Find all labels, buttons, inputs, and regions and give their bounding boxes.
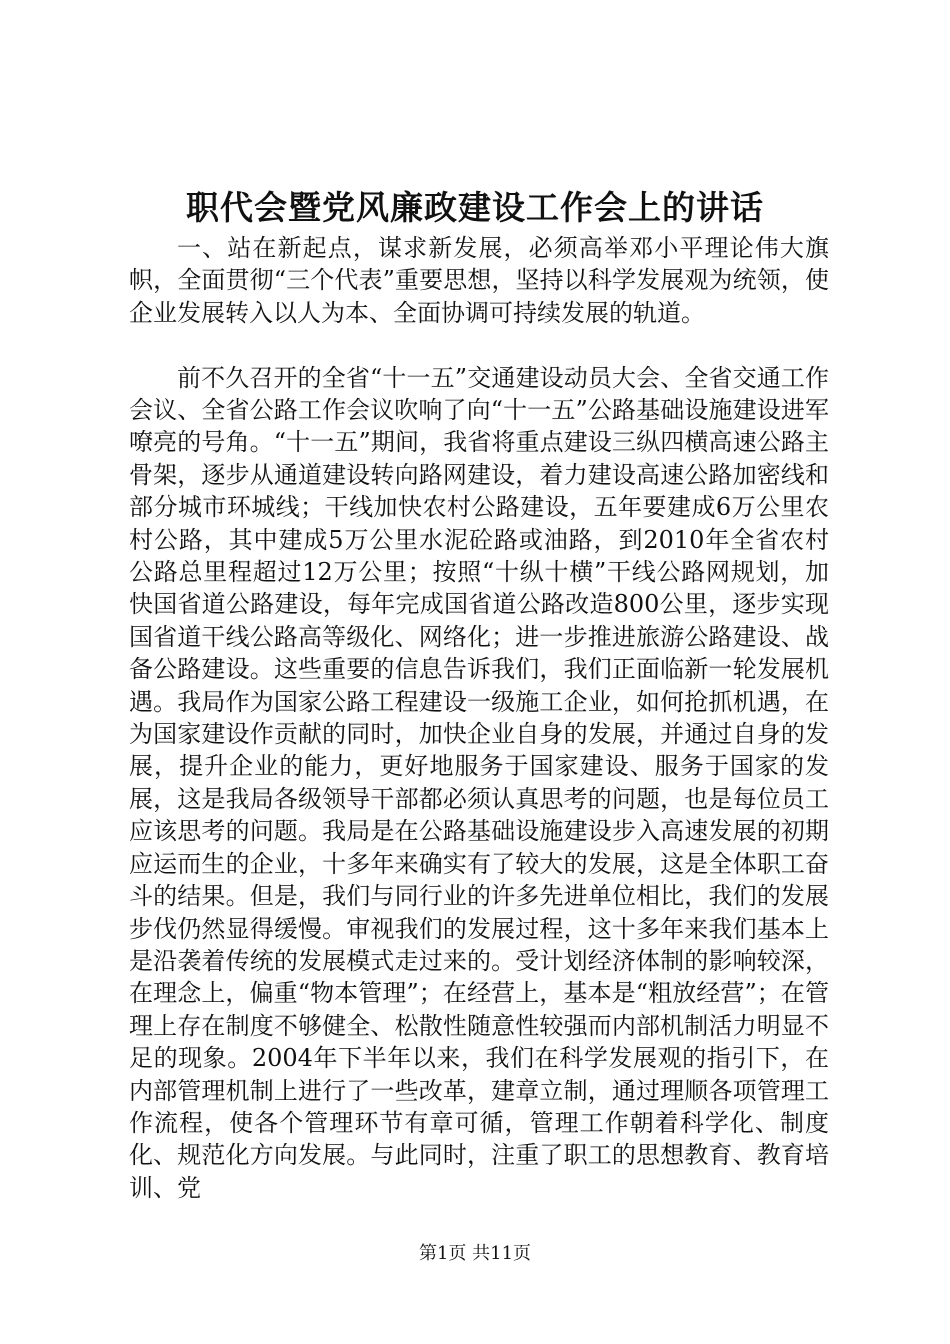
paragraph-1: 一、站在新起点，谋求新发展，必须高举邓小平理论伟大旗帜，全面贯彻“三个代表”重要思想，坚持以科学发展观为统领，使企业发展转入以人为本、全面协调可持续发展的轨道。 xyxy=(129,234,829,327)
page-footer: 第1页 共11页 xyxy=(418,1243,532,1264)
document-title: 职代会暨党风廉政建设工作会上的讲话 xyxy=(186,188,764,227)
paragraph-2: 前不久召开的全省“十一五”交通建设动员大会、全省交通工作会议、全省公路工作会议吹响了向“十一五”公路基础设施建设进军嘹亮的号角。“十一五”期间，我省将重点建设三纵四横高速公路主骨架，逐步从通道建设转向路网建设，着力建设高速公路加密线和部分城市环城线；干线加快农村公路建设，五年要建成6万公里农村公路，其中建成5万公里水泥砼路或油路，到2010年全省农村公路总里程超过12万公里；按照“十纵十横”干线公路网规划，加快国省道公路建设，每年完成国省道公路改造800公里，逐步实现国省道干线公路高等级化、网络化；进一步推进旅游公路建设、战备公路建设。这些重要的信息告诉我们，我们正面临新一轮发展机遇。我局作为国家公路工程建设一级施工企业，如何抢抓机遇，在为国家建设作贡献的同时，加快企业自身的发展，并通过自身的发展，提升企业的能力，更好地服务于国家建设、服务于国家的发展，这是我局各级领导干部都必须认真思考的问题，也是每位员工应该思考的问题。我局是在公路基础设施建设步入高速发展的初期应运而生的企业，十多年来确实有了较大的发展，这是全体职工奋斗的结果。但是，我们与同行业的许多先进单位相比，我们的发展步伐仍然显得缓慢。审视我们的发展过程，这十多年来我们基本上是沿袭着传统的发展模式走过来的。受计划经济体制的影响较深，在理念上，偏重“物本管理”；在经营上，基本是“粗放经营”；在管理上存在制度不够健全、松散性随意性较强而内部机制活力明显不足的现象。2004年下半年以来，我们在科学发展观的指引下，在内部管理机制上进行了一些改革，建章立制，通过理顺各项管理工作流程，使各个管理环节有章可循，管理工作朝着科学化、制度化、规范化方向发展。与此同时，注重了职工的思想教育、教育培训、党 xyxy=(129,363,829,1202)
document-body xyxy=(129,232,829,1204)
paragraph-spacer xyxy=(129,329,829,361)
